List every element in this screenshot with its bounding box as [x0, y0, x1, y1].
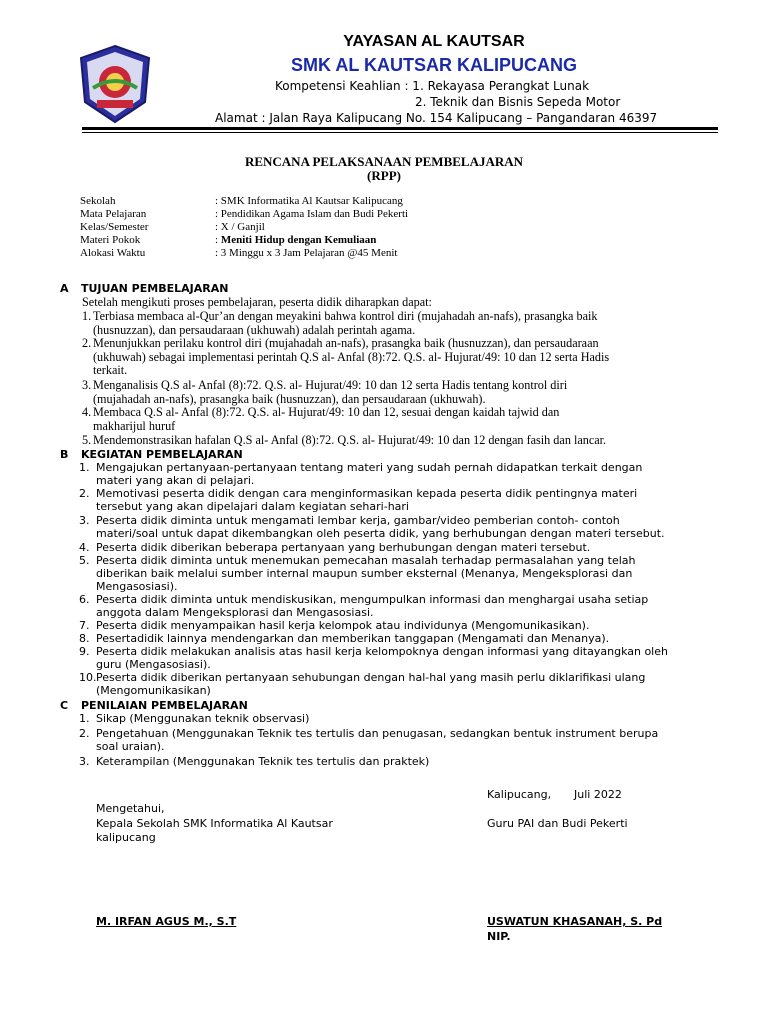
section-a-intro: Setelah mengikuti proses pembelajaran, peserta didik diharapkan dapat:	[82, 295, 432, 309]
info-key: Sekolah	[80, 195, 116, 207]
item-line: (Mengomunikasikan)	[96, 683, 211, 697]
identity-block	[0, 195, 768, 265]
item-number: 5.	[82, 433, 92, 447]
item-line: Keterampilan (Menggunakan Teknik tes tertulis dan praktek)	[96, 755, 430, 768]
item-line: Terbiasa membaca al-Qur’an dengan meyakini bahwa kontrol diri (mujahadah an-nafs), prasangka baik	[93, 309, 598, 323]
list-item	[82, 379, 696, 406]
info-key: Materi Pokok	[80, 234, 141, 246]
item-number: 1.	[82, 309, 92, 323]
item-line: (ukhuwah) sebagai implementasi perintah Q.S al- Anfal (8):72. Q.S. al- Hujurat/49: 10 dan 12 serta Hadis	[93, 349, 610, 364]
info-value	[215, 234, 376, 247]
item-number: 4.	[82, 405, 92, 419]
section-title: KEGIATAN PEMBELAJARAN	[81, 448, 243, 461]
principal-title-line-2: kalipucang	[96, 831, 156, 844]
school-address: Alamat : Jalan Raya Kalipucang No. 154 Kalipucang – Pangandaran 46397	[215, 111, 658, 125]
teacher-title: Guru PAI dan Budi Pekerti	[487, 817, 628, 830]
item-line: Pengetahuan (Menggunakan Teknik tes tertulis dan penugasan, sedangkan bentuk instrument berupa	[96, 727, 659, 740]
item-line: Peserta didik diminta untuk menemukan pemecahan masalah terhadap permasalahan yang telah	[96, 554, 636, 567]
item-line: Peserta didik diberikan beberapa pertanyaan yang berhubungan dengan materi tersebut.	[96, 541, 591, 554]
item-number: 8.	[79, 632, 90, 645]
info-key: Kelas/Semester	[80, 221, 149, 233]
item-number: 1.	[79, 461, 90, 474]
info-value: : SMK Informatika Al Kautsar Kalipucang	[215, 195, 403, 207]
list-item	[79, 672, 696, 698]
item-number: 7.	[79, 619, 90, 632]
item-line: Memotivasi peserta didik dengan cara menginformasikan kepada peserta didik pentingnya materi	[96, 487, 638, 500]
item-number: 2.	[79, 727, 90, 740]
item-number: 2.	[82, 336, 92, 350]
list-item	[79, 542, 696, 555]
item-line: guru (Mengasosiasi).	[96, 657, 211, 671]
info-value: : 3 Minggu x 3 Jam Pelajaran @45 Menit	[215, 247, 398, 259]
item-number: 6.	[79, 593, 90, 606]
item-line: soal uraian).	[96, 739, 165, 753]
item-line: tersebut yang akan dipelajari dalam kegiatan sehari-hari	[96, 499, 409, 513]
item-number: 10.	[79, 671, 97, 684]
section-b-heading	[0, 448, 768, 462]
list-item	[82, 406, 696, 433]
item-number: 1.	[79, 712, 90, 725]
principal-title: Kepala Sekolah SMK Informatika Al Kautsar	[96, 817, 333, 830]
header-rule-thick	[82, 127, 718, 130]
section-title: TUJUAN PEMBELAJARAN	[81, 282, 229, 295]
info-value: : X / Ganjil	[215, 221, 265, 233]
signature-place: Kalipucang,	[487, 788, 552, 801]
list-item	[79, 555, 696, 594]
item-line: (husnuzzan), dan persaudaraan (ukhuwah) adalah perintah agama.	[93, 322, 416, 337]
item-line: Sikap (Menggunakan teknik observasi)	[96, 712, 310, 725]
item-line: Peserta didik diberikan pertanyaan sehubungan dengan hal-hal yang masih perlu diklarifikasi ulang	[96, 671, 646, 684]
item-line: (mujahadah an-nafs), prasangka baik (husnuzzan), dan persaudaraan (ukhuwah).	[93, 391, 486, 406]
item-line: Peserta didik menyampaikan hasil kerja kelompok atau individunya (Mengomunikasikan).	[96, 619, 590, 632]
item-line: Peserta didik diminta untuk mengamati lembar kerja, gambar/video pemberian contoh- contoh	[96, 514, 620, 527]
item-line: Mendemonstrasikan hafalan Q.S al- Anfal (8):72. Q.S. al- Hujurat/49: 10 dan 12 dengan fasih dan lancar.	[93, 433, 607, 447]
item-line: makharijul huruf	[93, 418, 176, 433]
competency-line-1: Kompetensi Keahlian : 1. Rekayasa Perangkat Lunak	[275, 79, 590, 93]
signature-date: Juli 2022	[574, 788, 622, 801]
section-letter: B	[60, 448, 69, 461]
document-title: RENCANA PELAKSANAAN PEMBELAJARAN	[244, 154, 524, 169]
foundation-name: YAYASAN AL KAUTSAR	[343, 33, 525, 50]
item-number: 2.	[79, 487, 90, 500]
list-item	[79, 488, 696, 514]
item-line: materi yang akan di pelajari.	[96, 473, 255, 487]
list-item	[79, 728, 696, 754]
principal-name: M. IRFAN AGUS M., S.T	[96, 915, 237, 928]
item-line: Menunjukkan perilaku kontrol diri (mujahadah an-nafs), prasangka baik (husnuzzan), dan persaudaraan	[93, 336, 599, 350]
item-number: 3.	[79, 755, 90, 768]
competency-line-2: 2. Teknik dan Bisnis Sepeda Motor	[415, 95, 621, 109]
info-value-prefix: :	[215, 234, 221, 246]
item-number: 3.	[82, 378, 92, 392]
list-item	[79, 756, 696, 769]
item-line: Peserta didik diminta untuk mendiskusikan, mengumpulkan informasi dan menghargai usaha setiap	[96, 593, 649, 606]
list-item	[79, 515, 696, 541]
list-item	[82, 434, 696, 448]
list-item	[79, 646, 696, 672]
section-c-heading	[0, 699, 768, 713]
item-number: 9.	[79, 645, 90, 658]
info-key: Alokasi Waktu	[80, 247, 146, 259]
teacher-name: USWATUN KHASANAH, S. Pd	[487, 915, 663, 928]
item-number: 4.	[79, 541, 90, 554]
item-line: Membaca Q.S al- Anfal (8):72. Q.S. al- Hujurat/49: 10 dan 12, sesuai dengan kaidah tajwid dan	[93, 405, 560, 419]
info-value: : Pendidikan Agama Islam dan Budi Pekerti	[215, 208, 409, 220]
list-item	[79, 713, 696, 726]
section-letter: C	[60, 699, 69, 712]
info-key: Mata Pelajaran	[80, 208, 147, 220]
list-item	[79, 620, 696, 633]
header-rule-thin	[82, 132, 718, 133]
document-subtitle: (RPP)	[367, 168, 401, 183]
item-number: 3.	[79, 514, 90, 527]
item-line: Pesertadidik lainnya mendengarkan dan memberikan tanggapan (Mengamati dan Menanya).	[96, 632, 610, 645]
acknowledge-label: Mengetahui,	[96, 802, 165, 815]
list-item	[79, 594, 696, 620]
school-name: SMK AL KAUTSAR KALIPUCANG	[291, 55, 577, 75]
section-title: PENILAIAN PEMBELAJARAN	[81, 699, 248, 712]
item-line: terkait.	[93, 363, 128, 377]
item-line: diberikan baik melalui sumber internal maupun sumber eksternal (Menanya, Mengeksplorasi dan	[96, 566, 633, 580]
item-number: 5.	[79, 554, 90, 567]
list-item	[79, 633, 696, 646]
item-line: anggota dalam Mengeksplorasi dan Mengasosiasi.	[96, 605, 374, 619]
section-letter: A	[60, 282, 69, 295]
item-line: Mengajukan pertanyaan-pertanyaan tentang materi yang sudah pernah didapatkan terkait dengan	[96, 461, 643, 474]
item-line: Menganalisis Q.S al- Anfal (8):72. Q.S. al- Hujurat/49: 10 dan 12 serta Hadis tentang kontrol diri	[93, 378, 568, 392]
item-line: Mengasosiasi).	[96, 579, 178, 593]
list-item	[82, 337, 696, 378]
list-item	[82, 310, 696, 337]
section-a-heading	[0, 282, 768, 296]
list-item	[79, 462, 696, 488]
item-line: Peserta didik melakukan analisis atas hasil kerja kelompoknya dengan informasi yang ditayangkan oleh	[96, 645, 668, 658]
info-value-bold: Meniti Hidup dengan Kemuliaan	[220, 234, 377, 246]
item-line: materi/soal untuk dapat dikembangkan oleh peserta didik, yang berhubungan dengan materi tersebut.	[96, 526, 665, 540]
teacher-nip: NIP.	[487, 930, 511, 943]
